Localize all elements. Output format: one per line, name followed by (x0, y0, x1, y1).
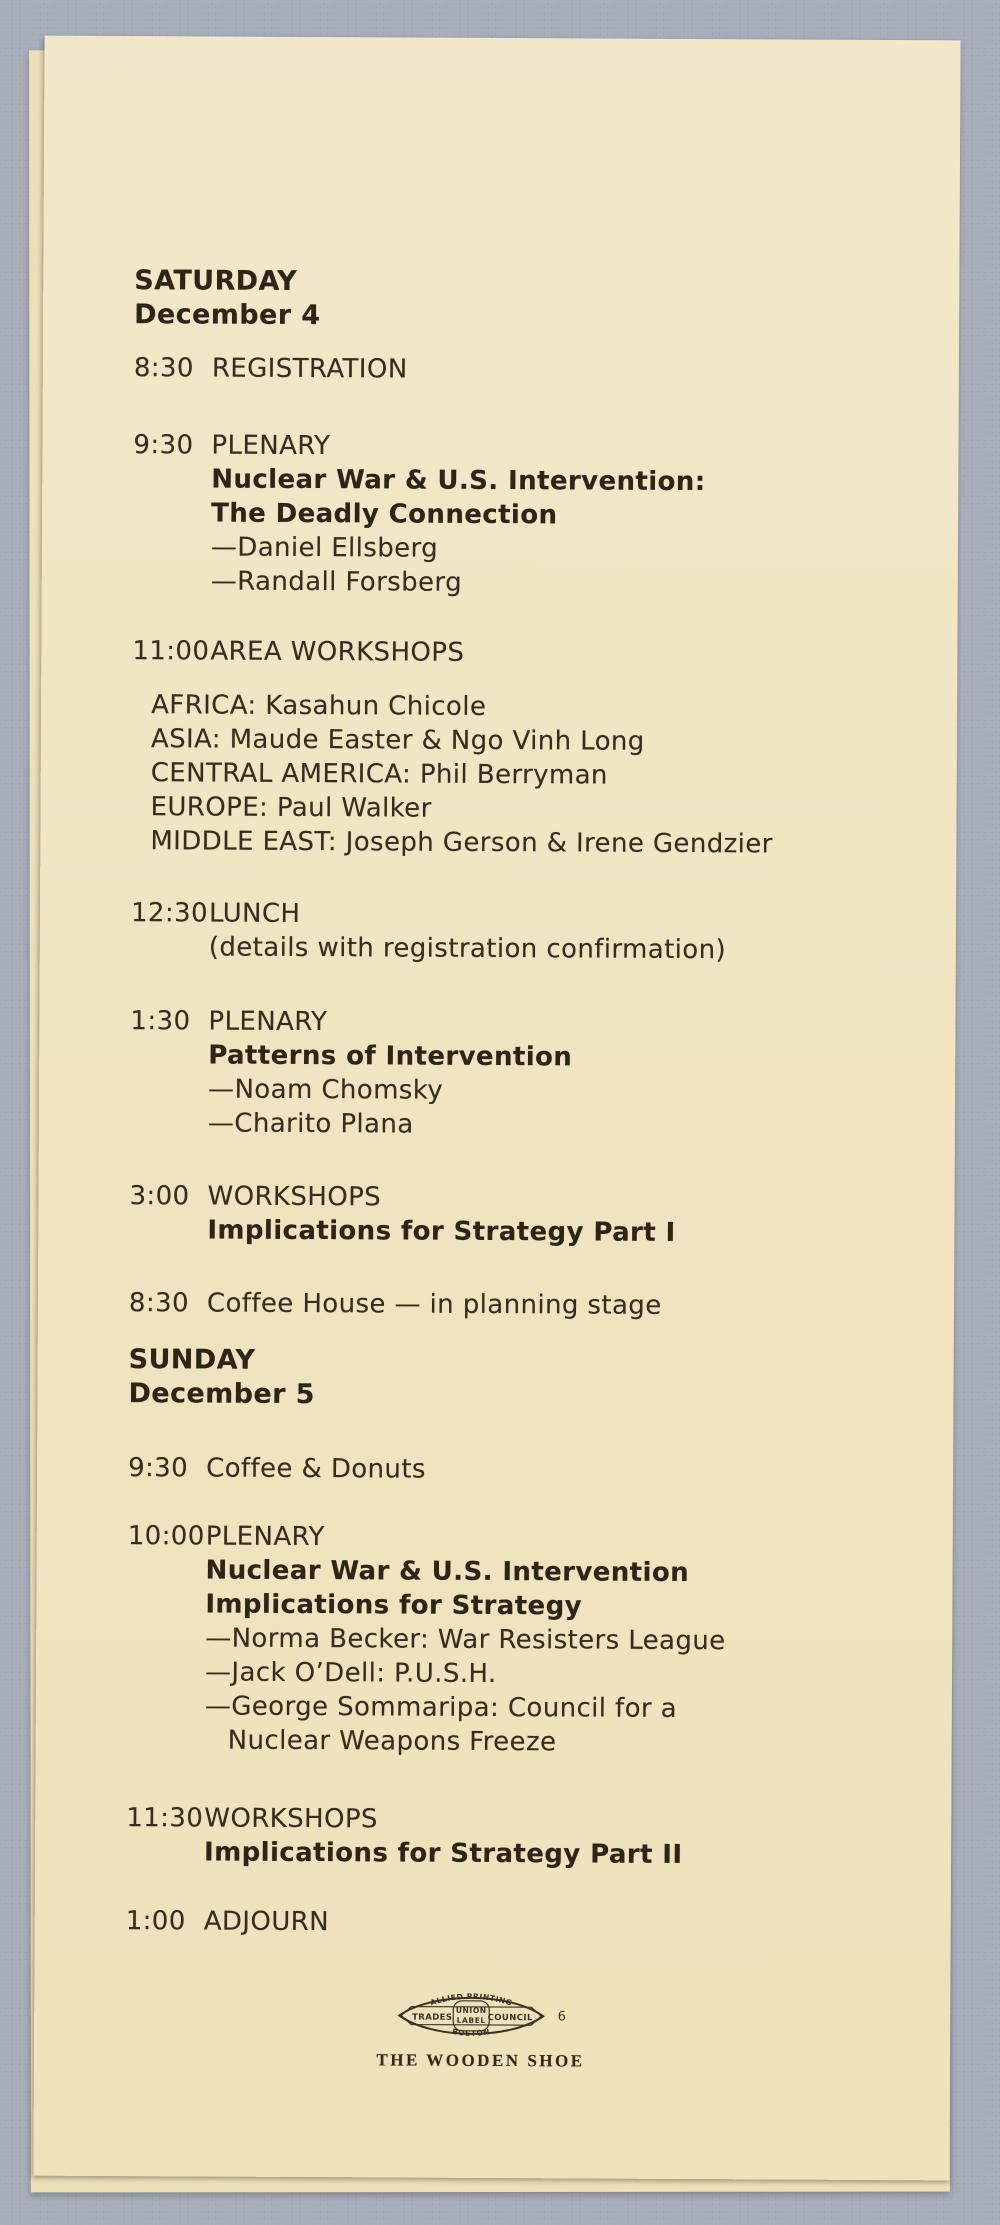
item-title: PLENARY (211, 430, 331, 462)
item-title: ADJOURN (203, 1906, 330, 1938)
region-line: AFRICA: Kasahun Chicole (151, 690, 487, 722)
region-line: MIDDLE EAST: Joseph Gerson & Irene Gendzier (150, 826, 773, 860)
speaker-line: —Charito Plana (207, 1108, 414, 1140)
schedule-item-coffee-donuts (128, 1451, 913, 1489)
union-printing-label-icon (395, 1984, 547, 2047)
speaker-line: —Norma Becker: War Resisters League (205, 1623, 726, 1657)
item-note: (details with registration confirmation) (208, 932, 727, 966)
item-time: 1:30 (130, 1006, 191, 1037)
item-title: AREA WORKSHOPS (210, 636, 465, 668)
schedule-item-area-workshops (131, 634, 917, 862)
item-title: LUNCH (208, 898, 301, 929)
day-name: SATURDAY (134, 265, 298, 297)
region-line: ASIA: Maude Easter & Ngo Vinh Long (150, 724, 645, 757)
session-title-line: Implications for Strategy Part II (204, 1837, 683, 1870)
speaker-line: —Jack O’Dell: P.U.S.H. (204, 1657, 497, 1690)
region-list (131, 688, 917, 862)
schedule-item-plenary-pm (130, 1004, 916, 1144)
item-time: 12:30 (130, 898, 209, 929)
item-title: PLENARY (208, 1006, 328, 1038)
item-time: 10:00 (127, 1521, 205, 1552)
session-title-line: Implications for Strategy (205, 1589, 583, 1622)
day-section-saturday (129, 264, 920, 1324)
printer-imprint: THE WOODEN SHOE (376, 2050, 585, 2071)
schedule-item-lunch (131, 896, 916, 968)
speaker-line-continuation: Nuclear Weapons Freeze (227, 1725, 557, 1758)
schedule-item-adjourn (126, 1904, 911, 1942)
union-label-union: UNION (456, 2005, 488, 2015)
item-title: Coffee House — in planning stage (206, 1288, 662, 1321)
union-label-label: LABEL (456, 2015, 487, 2025)
speaker-line: —Noam Chomsky (208, 1074, 444, 1106)
session-title-line: Nuclear War & U.S. Intervention: (211, 464, 706, 498)
page-footer (125, 1983, 910, 2073)
union-label-number: 6 (557, 2008, 566, 2024)
union-label-arc-bottom: BOSTON (451, 2026, 492, 2038)
day-section-sunday (126, 1343, 914, 1942)
item-time: 9:30 (133, 430, 194, 461)
item-time: 11:00 (132, 636, 210, 667)
item-title: REGISTRATION (211, 353, 408, 385)
day-name: SUNDAY (128, 1344, 256, 1376)
schedule-item-workshops-2 (126, 1801, 911, 1873)
svg-text:BOSTON (452, 2027, 491, 2038)
session-title-line: Nuclear War & U.S. Intervention (205, 1555, 690, 1589)
region-line: EUROPE: Paul Walker (150, 792, 432, 824)
speaker-line: —George Sommaripa: Council for a (204, 1691, 678, 1724)
item-time: 8:30 (133, 353, 194, 384)
session-title-line: The Deadly Connection (211, 498, 558, 531)
item-time: 1:00 (125, 1906, 186, 1937)
day-header (134, 264, 919, 336)
item-time: 3:00 (129, 1181, 190, 1212)
union-label-arc-top: ALLIED PRINTING (429, 1991, 514, 2008)
schedule-item-coffee-house (129, 1286, 914, 1324)
schedule-item-plenary-am (133, 428, 919, 602)
day-date: December 5 (128, 1378, 315, 1411)
union-label-row (395, 1984, 566, 2047)
session-title-line: Implications for Strategy Part I (207, 1215, 676, 1248)
speaker-line: —Daniel Ellsberg (210, 532, 439, 564)
session-title-line: Patterns of Intervention (208, 1040, 573, 1073)
item-time: 11:30 (126, 1803, 204, 1834)
schedule-item-registration (134, 351, 919, 389)
day-header (128, 1343, 913, 1415)
schedule-item-workshops-1 (129, 1179, 914, 1251)
item-time: 9:30 (128, 1453, 189, 1484)
union-label-council: COUNCIL (488, 2012, 534, 2024)
program-page (33, 36, 960, 2181)
day-date: December 4 (134, 299, 321, 332)
region-line: CENTRAL AMERICA: Phil Berryman (150, 758, 608, 791)
item-title: Coffee & Donuts (206, 1453, 426, 1485)
speaker-line: —Randall Forsberg (210, 566, 463, 598)
item-title: WORKSHOPS (204, 1803, 378, 1835)
item-title: PLENARY (205, 1521, 325, 1553)
union-label-trades: TRADES (412, 2012, 453, 2023)
schedule-item-plenary-sunday (127, 1519, 913, 1761)
item-time: 8:30 (128, 1288, 190, 1319)
item-title: WORKSHOPS (207, 1181, 382, 1213)
